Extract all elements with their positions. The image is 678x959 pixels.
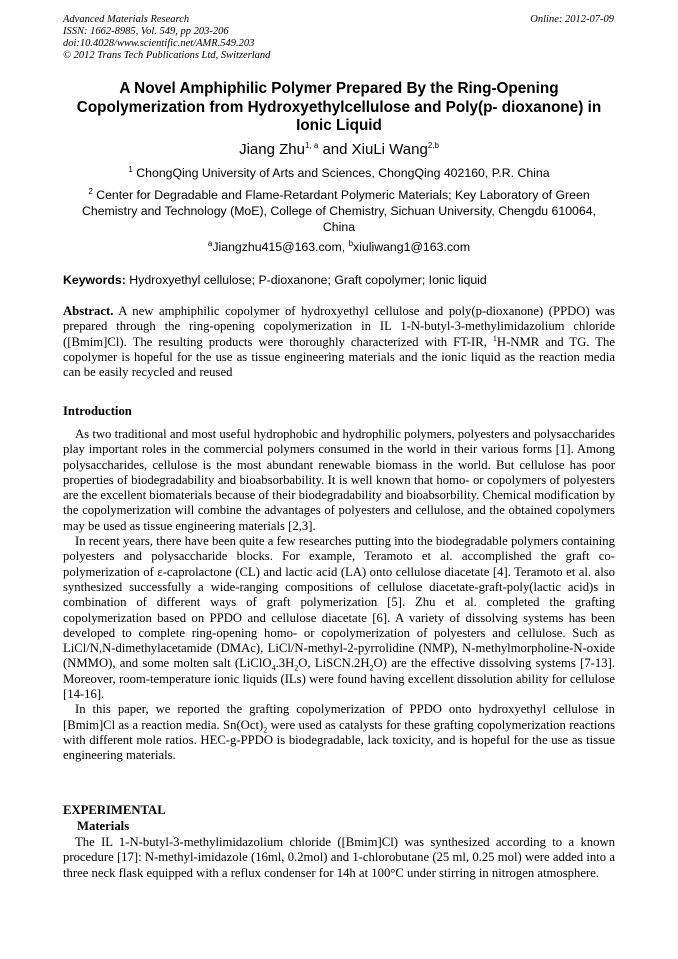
experimental-heading: EXPERIMENTAL — [63, 803, 166, 817]
introduction-body — [63, 427, 615, 764]
abstract-text-1: A new amphiphilic copolymer of hydroxyethyl cellulose and poly(p-dioxanone) (PPDO) was prepared through the ring-opening copolymerization in IL 1-N-butyl-3-methylimidazolium chloride ([Bmim]Cl). The resulting products were thoroughly characterized with FT-IR, — [63, 304, 615, 349]
author-and: and — [318, 141, 352, 158]
keywords-label: Keywords: — [63, 273, 126, 287]
journal-header — [63, 14, 270, 62]
intro-p3-sub: 2 — [263, 725, 268, 735]
intro-p2-sub-2: 2 — [294, 663, 299, 673]
abstract-text-2: H-NMR and TG. The copolymer is hopeful for the use as tissue engineering materials and the ionic liquid as the reaction media can be easily recycled and reused — [63, 334, 615, 380]
online-date: Online: 2012-07-09 — [530, 14, 614, 25]
doi-line: doi:10.4028/www.scientific.net/AMR.549.203 — [63, 38, 255, 49]
affiliation-2-text: Center for Degradable and Flame-Retardant Polymeric Materials; Key Laboratory of Green Chemistry and Technology (MoE), College of Chemistry, Sichuan University, Chengdu 610064, China — [82, 188, 596, 234]
intro-paragraph-1: As two traditional and most useful hydrophobic and hydrophilic polymers, polyesters and polysaccharides play important roles in the commercial polymers consumed in the world in their various forms [1]. Among polysaccharides, cellulose is the most abundant renewable biomass in the world. But cellulose has poor properties of biodegradability and bioabsorbability. It is well known that homo- or copolymers of polyesters are the excellent biomaterials because of their biodegradability and bioabsorbility. Chemical modification by the copolymerization will combine the advantages of polyesters and cellulose, and the obtained copolymers may be used as tissue engineering materials [2,3]. — [63, 427, 615, 533]
affiliation-2 — [66, 187, 612, 235]
author-1-sup: 1, a — [304, 141, 319, 150]
intro-p2-text-b: .3H — [275, 656, 295, 671]
affiliation-2-num: 2 — [88, 186, 93, 196]
intro-p3-text-a: In this paper, we reported the grafting copolymerization of PPDO onto hydroxyethyl cellulose in [Bmim]Cl as a reaction media. Sn(Oct) — [63, 702, 615, 732]
intro-paragraph-3 — [63, 702, 615, 763]
email-b-sup: b — [348, 238, 354, 248]
journal-name: Advanced Materials Research — [63, 14, 190, 25]
email-b: xiuliwang1@163.com — [353, 240, 471, 254]
intro-p2-sub-3: 2 — [369, 663, 374, 673]
materials-subheading: Materials — [77, 819, 130, 833]
materials-paragraph-1: The IL 1-N-butyl-3-methylimidazolium chloride ([Bmim]Cl) was synthesized according to a known procedure [17]: N-methyl-imidazole (16ml, 0.2mol) and 1-chlorobutane (25 ml, 0.25 mol) were added into a three neck flask equipped with a reflux condenser for 14h at 100°C under stirring in nitrogen atmosphere. — [63, 835, 615, 880]
intro-paragraph-2 — [63, 534, 615, 702]
keywords — [63, 272, 615, 288]
author-1-name: Jiang Zhu — [239, 141, 305, 158]
copyright-line: © 2012 Trans Tech Publications Ltd, Switzerland — [63, 50, 271, 61]
email-line — [60, 239, 618, 255]
abstract-sup: 1 — [492, 333, 497, 343]
email-a-sup: a — [207, 238, 213, 248]
intro-p3-text-b: were used as catalysts for these grafting copolymerization reactions with different mole ratios. HEC-g-PPDO is biodegradable, lack toxicity, and is hopeful for the use as tissue engineering materials. — [63, 717, 616, 763]
affiliation-1-num: 1 — [128, 164, 133, 174]
issn-line: ISSN: 1662-8985, Vol. 549, pp 203-206 — [63, 26, 229, 37]
abstract-label: Abstract. — [63, 304, 114, 318]
paper-title: A Novel Amphiphilic Polymer Prepared By the Ring-Opening Copolymerization from Hydroxyethylcellulose and Poly(p- dioxanone) in Ionic Liquid — [76, 80, 602, 134]
intro-p2-sub-1: 4 — [271, 663, 276, 673]
introduction-heading: Introduction — [63, 404, 132, 418]
abstract — [63, 304, 615, 380]
author-2-sup: 2,b — [427, 141, 439, 150]
affiliation-1 — [60, 165, 618, 181]
keywords-text: Hydroxyethyl cellulose; P-dioxanone; Graft copolymer; Ionic liquid — [125, 273, 487, 287]
experimental-body — [63, 835, 615, 881]
intro-p2-text-d: O) are the effective dissolving systems [7-13]. Moreover, room-temperature ionic liquids (ILs) were found having excellent dissolution ability for cellulose [14-16]. — [63, 656, 615, 702]
intro-p2-text-a: In recent years, there have been quite a few researches putting into the biodegradable polymers containing polyesters and polysaccharide blocks. For example, Teramoto et al. accomplished the graft co-polymerization of ε-caprolactone (CL) and lactic acid (LA) onto cellulose diacetate [4]. Teramoto et al. also synthesized successfully a wide-ranging compositions of cellulose diacetate-graft-poly(lactic acid)s in combination of different ways of graft polymerization [5]. Zhu et al. completed the grafting copolymerization based on PPDO and cellulose diacetate [6]. A variety of dissolving systems has been developed to complete ring-opening homo- or copolymerization of polyesters and cellulose. Such as LiCl/N,N-dimethylacetamide (DMAc), LiCl/N-methyl-2-pyrrolidine (NMP), N-methylmorpholine-N-oxide (NMMO), and some molten salt (LiClO — [63, 534, 615, 671]
email-a: Jiangzhu415@163.com, — [212, 240, 349, 254]
affiliation-1-text: ChongQing University of Arts and Sciences, ChongQing 402160, P.R. China — [132, 166, 550, 180]
author-line — [60, 140, 618, 159]
intro-p2-text-c: O, LiSCN.2H — [298, 656, 370, 671]
author-2-name: XiuLi Wang — [351, 141, 428, 158]
